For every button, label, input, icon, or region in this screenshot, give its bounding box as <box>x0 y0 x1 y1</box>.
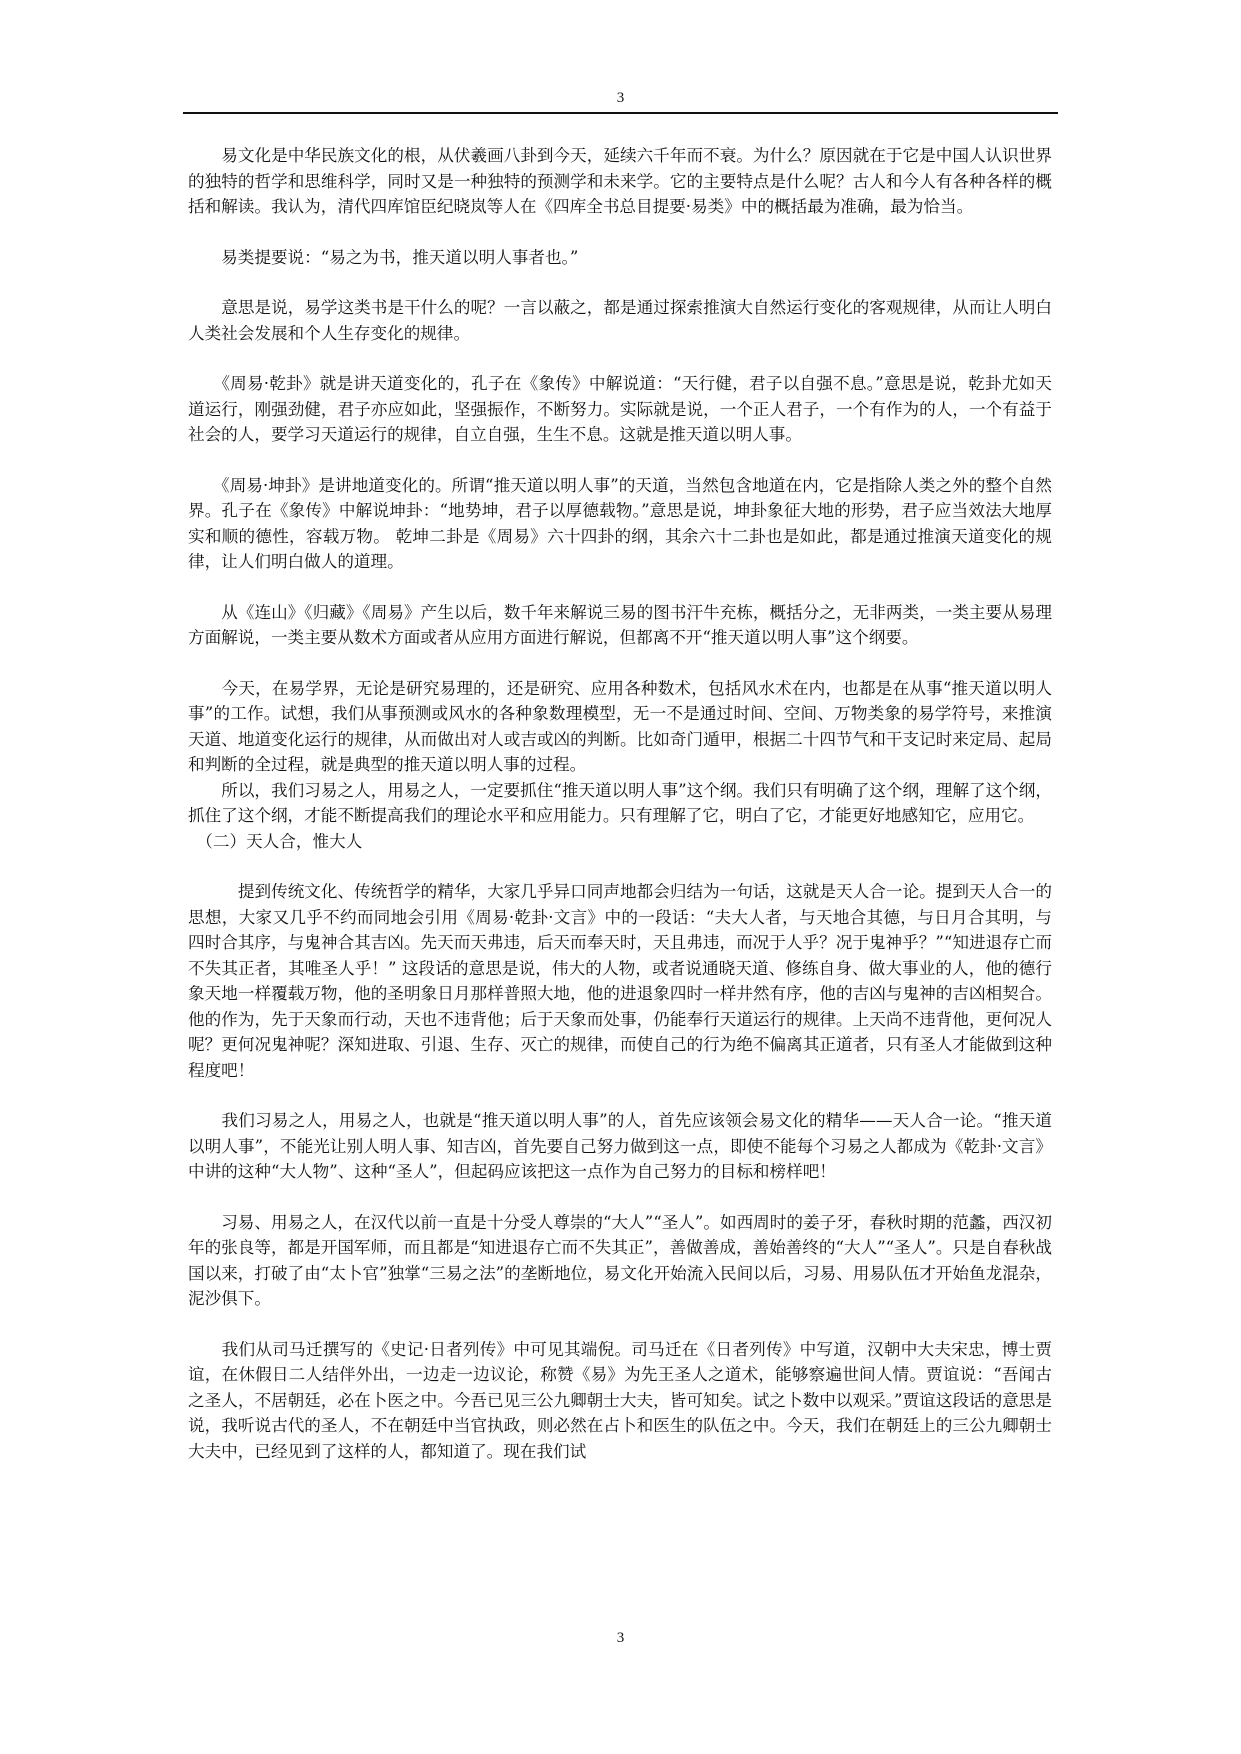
paragraph-today: 今天，在易学界，无论是研究易理的，还是研究、应用各种数术，包括风水术在内，也都是在从事“推天道以明人事”的工作。试想，我们从事预测或风水的各种象数理模型，无一不是通过时间、空间、万物类象的易学符号，来推演天道、地道变化运行的规律，从而做出对人或吉或凶的判断。比如奇门遁甲，根据二十四节气和干支记时来定局、起局和判断的全过程，就是典型的推天道以明人事的过程。 <box>188 678 1052 774</box>
paragraph-sanyi: 从《连山》《归藏》《周易》产生以后，数千年来解说三易的图书汗牛充栋，概括分之，无非两类，一类主要从易理方面解说，一类主要从数术方面或者从应用方面进行解说，但都离不开“推天道以明人事”这个纲要。 <box>188 602 1052 647</box>
paragraph-gap <box>188 575 1052 600</box>
page-footer-number: 3 <box>616 1630 625 1646</box>
paragraph-conclusion: 所以，我们习易之人，用易之人，一定要抓住“推天道以明人事”这个纲。我们只有明确了这个纲，理解了这个纲，抓住了这个纲，才能不断提高我们的理论水平和应用能力。只有理解了它，明白了它，才能更好地感知它，应用它。 <box>188 780 1052 825</box>
document-body <box>188 143 1052 1464</box>
paragraph-gap <box>188 220 1052 245</box>
header-rule <box>183 112 1058 114</box>
paragraph-gap <box>188 854 1052 879</box>
paragraph-shiji: 我们从司马迁撰写的《史记·日者列传》中可见其端倪。司马迁在《日者列传》中写道，汉朝中大夫宋忠，博士贾谊，在休假日二人结伴外出，一边走一边议论，称赞《易》为先王圣人之道术，能够察遍世间人情。贾谊说：“吾闻古之圣人，不居朝廷，必在卜医之中。今吾已见三公九卿朝士大夫，皆可知矣。试之卜数中以观采。”贾谊这段话的意思是说，我听说古代的圣人，不在朝廷中当官执政，则必然在占卜和医生的队伍之中。今天，我们在朝廷上的三公九卿朝士大夫中，已经见到了这样的人，都知道了。现在我们试 <box>188 1339 1052 1461</box>
paragraph-kun: 《周易·坤卦》是讲地道变化的。所谓“推天道以明人事”的天道，当然包含地道在内，它是指除人类之外的整个自然界。孔子在《象传》中解说坤卦：“地势坤，君子以厚德载物。”意思是说，坤卦象征大地的形势，君子应当效法大地厚实和顺的德性，容载万物。 乾坤二卦是《周易》六十四卦的纲，其余六十二卦也是如此，都是通过推演天道变化的规律，让人们明白做人的道理。 <box>188 475 1052 571</box>
paragraph-gap <box>188 1185 1052 1210</box>
paragraph-xiyi: 我们习易之人，用易之人，也就是“推天道以明人事”的人，首先应该领会易文化的精华——天人合一论。“推天道以明人事”，不能光让别人明人事、知吉凶，首先要自己努力做到这一点，即使不能每个习易之人都成为《乾卦·文言》中讲的这种“大人物”、这种“圣人”，但起码应该把这一点作为自己努力的目标和榜样吧！ <box>188 1111 1052 1181</box>
paragraph-gap <box>188 346 1052 371</box>
paragraph-han: 习易、用易之人，在汉代以前一直是十分受人尊崇的“大人”“圣人”。如西周时的姜子牙，春秋时期的范蠡，西汉初年的张良等，都是开国军师，而且都是“知进退存亡而不失其正”，善做善成，善始善终的“大人”“圣人”。只是自春秋战国以来，打破了由“太卜官”独掌“三易之法”的垄断地位，易文化开始流入民间以后，习易、用易队伍才开始鱼龙混杂，泥沙俱下。 <box>188 1212 1052 1308</box>
paragraph-intro: 易文化是中华民族文化的根，从伏羲画八卦到今天，延续六千年而不衰。为什么？原因就在于它是中国人认识世界的独特的哲学和思维科学，同时又是一种独特的预测学和未来学。它的主要特点是什么呢？古人和今人有各种各样的概括和解读。我认为，清代四库馆臣纪晓岚等人在《四库全书总目提要·易类》中的概括最为准确，最为恰当。 <box>188 146 1052 216</box>
page-header-number: 3 <box>616 90 625 106</box>
paragraph-gap <box>188 1312 1052 1337</box>
paragraph-tiyao: 易类提要说：“易之为书，推天道以明人事者也。” <box>188 247 579 267</box>
paragraph-gap <box>188 270 1052 295</box>
section-heading: （二）天人合，惟大人 <box>188 831 363 851</box>
paragraph-gap <box>188 448 1052 473</box>
paragraph-qian: 《周易·乾卦》就是讲天道变化的，孔子在《象传》中解说道：“天行健，君子以自强不息。”意思是说，乾卦尤如天道运行，刚强劲健，君子亦应如此，坚强振作，不断努力。实际就是说，一个正人君子，一个有作为的人，一个有益于社会的人，要学习天道运行的规律，自立自强，生生不息。这就是推天道以明人事。 <box>188 374 1052 444</box>
paragraph-tianren: 提到传统文化、传统哲学的精华，大家几乎异口同声地都会归结为一句话，这就是天人合一论。提到天人合一的思想，大家又几乎不约而同地会引用《周易·乾卦·文言》中的一段话：“夫大人者，与天地合其德，与日月合其明，与四时合其序，与鬼神合其吉凶。先天而天弗违，后天而奉天时，天且弗违，而况于人乎？况于鬼神乎？”“知进退存亡而不失其正者，其唯圣人乎！” 这段话的意思是说，伟大的人物，或者说通晓天道、修练自身、做大事业的人，他的德行象天地一样覆载万物，他的圣明象日月那样普照大地，他的进退象四时一样井然有序，他的吉凶与鬼神的吉凶相契合。他的作为，先于天象而行动，天也不违背他；后于天象而处事，仍能奉行天道运行的规律。上天尚不违背他，更何况人呢？更何况鬼神呢？深知进取、引退、生存、灭亡的规律，而使自己的行为绝不偏离其正道者，只有圣人才能做到这种程度吧！ <box>188 882 1052 1080</box>
paragraph-meaning: 意思是说，易学这类书是干什么的呢？一言以蔽之，都是通过探索推演大自然运行变化的客观规律，从而让人明白人类社会发展和个人生存变化的规律。 <box>188 298 1052 343</box>
paragraph-gap <box>188 1083 1052 1108</box>
paragraph-gap <box>188 651 1052 676</box>
